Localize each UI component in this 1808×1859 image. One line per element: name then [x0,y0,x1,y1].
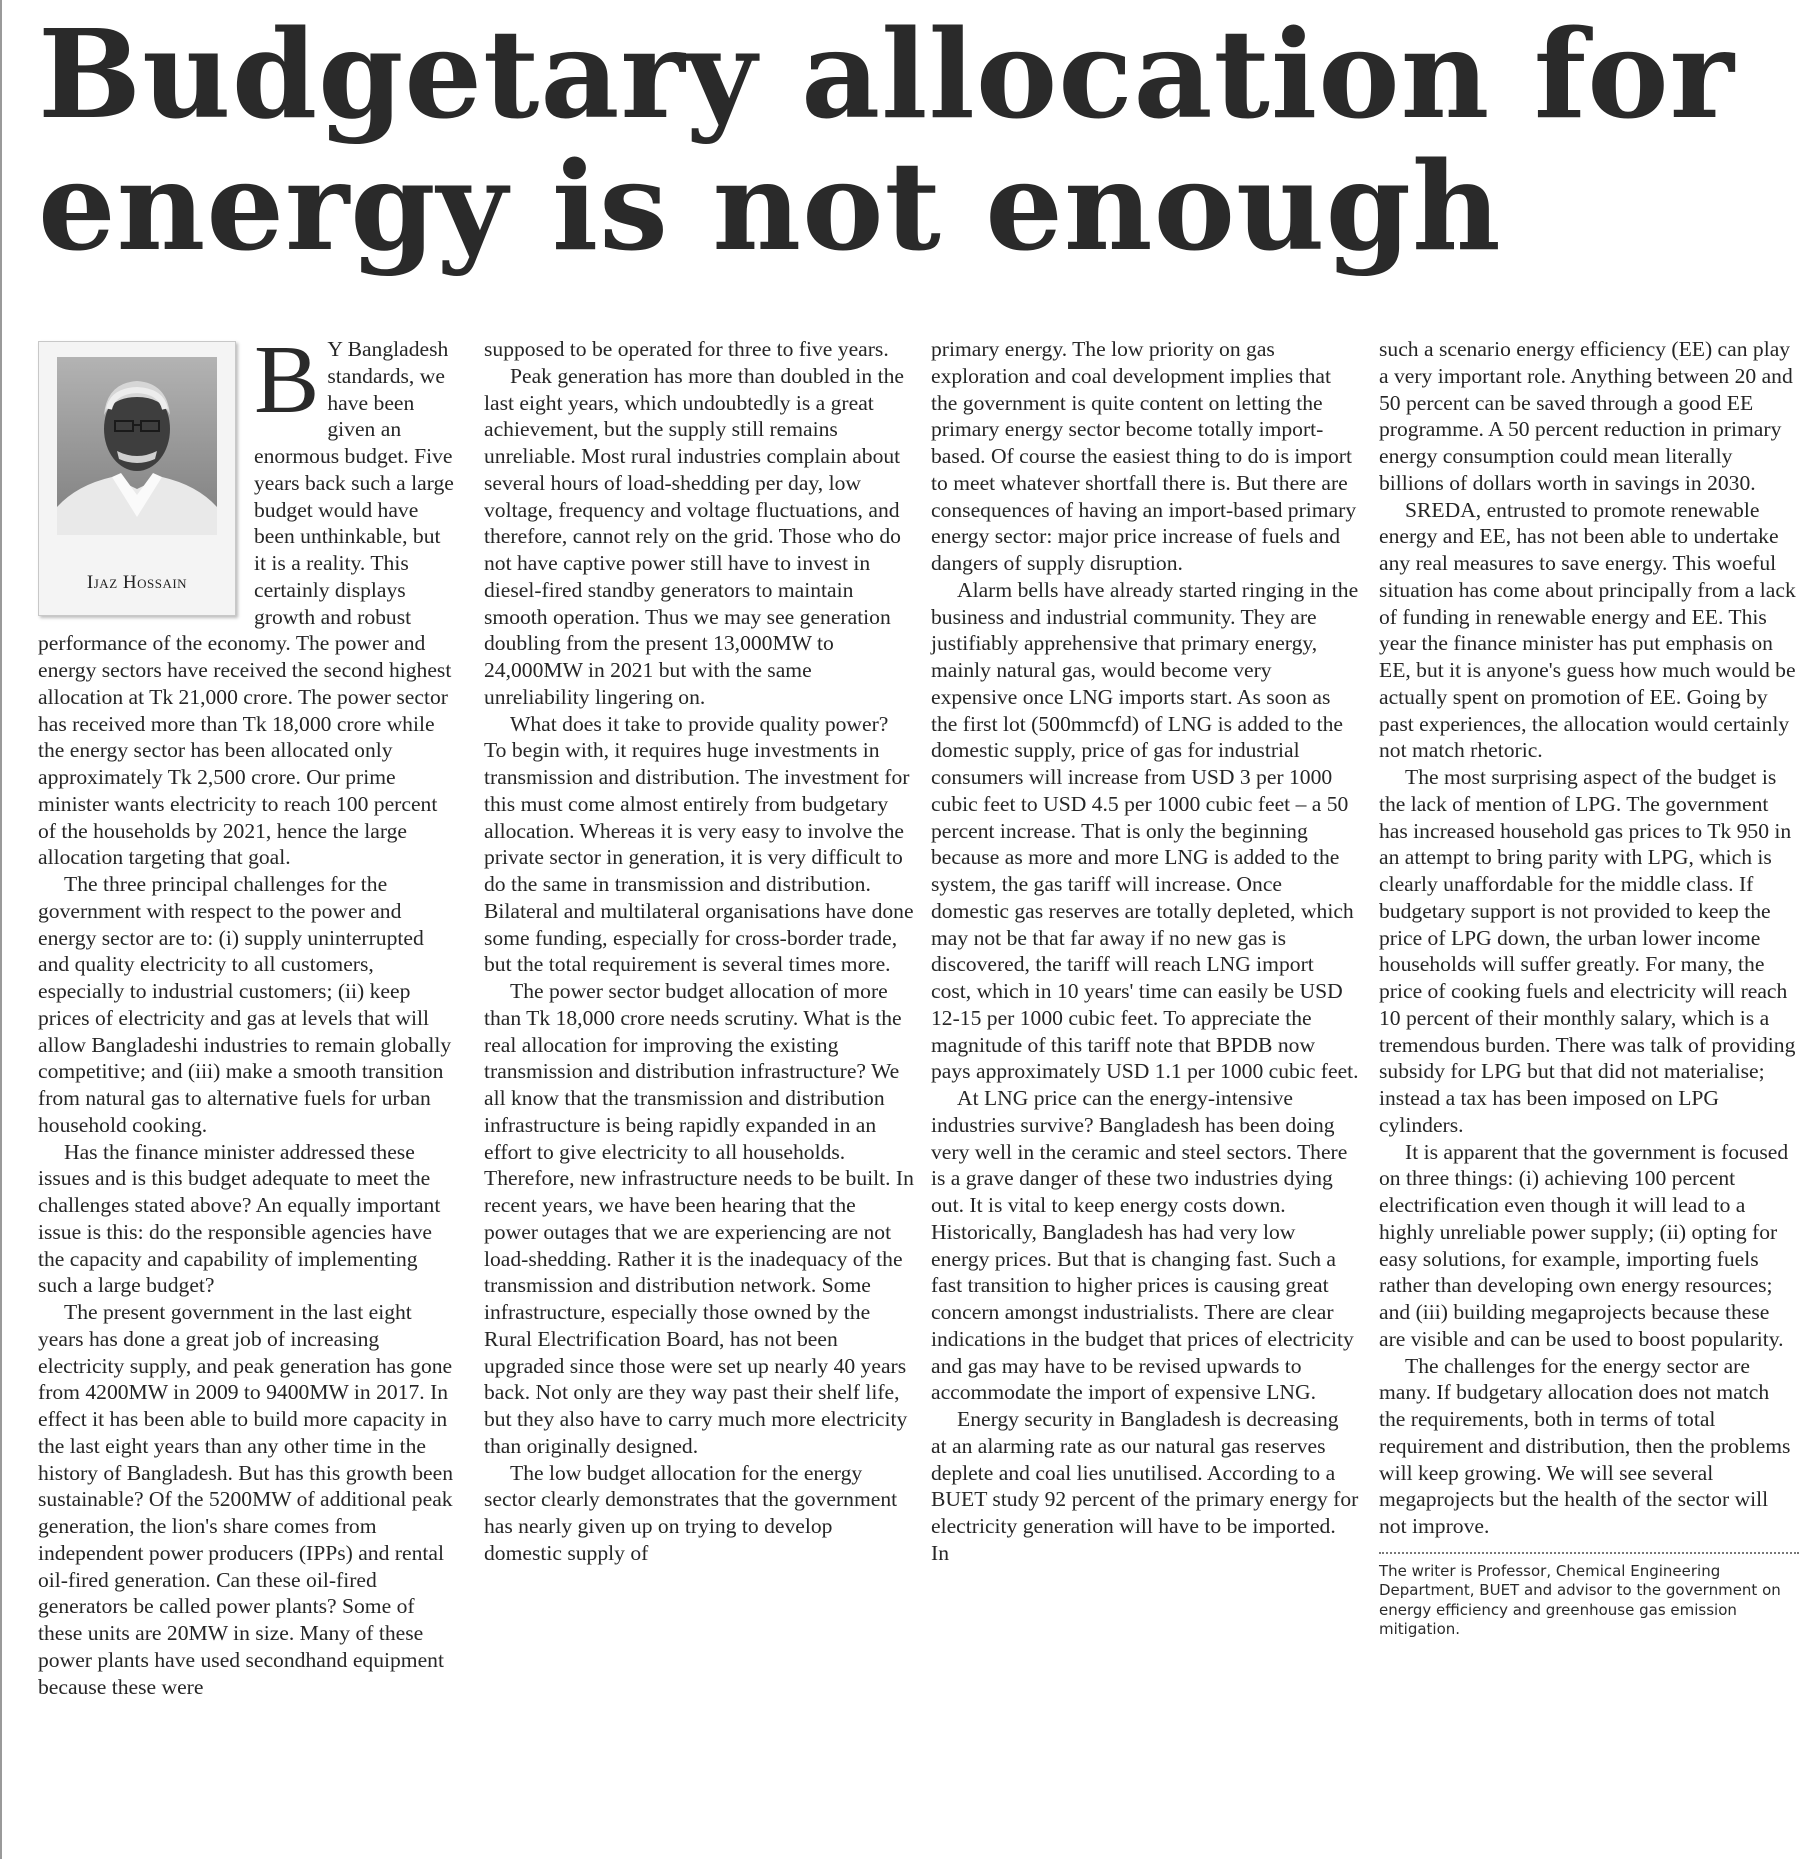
article-column-4 [1379,336,1799,1640]
paragraph: Y Bangladesh standards, we have been given an enormous budget. Five years back such a large budget would have been unthinkable, but it is a reality. This certainly displays growth and robust performance of the economy. The power and energy sectors have received the second highest allocation at Tk 21,000 crore. The power sector has received more than Tk 18,000 crore while the energy sector has been allocated only approximately Tk 2,500 crore. Our prime minister wants electricity to reach 100 percent of the households by 2021, hence the large allocation targeting that goal. [38,337,454,870]
paragraph: What does it take to provide quality power? To begin with, it requires huge investments in transmission and distribution. The investment for this must come almost entirely from budgetary allocation. Whereas it is very easy to involve the private sector in generation, it is very difficult to do the same in transmission and distribution. Bilateral and multilateral organisations have done some funding, especially for cross-border trade, but the total requirement is several times more. [484,711,914,977]
author-credit: The writer is Professor, Chemical Engineering Department, BUET and advisor to the government on energy efficiency and greenhouse gas emission mitigation. [1379,1561,1781,1639]
page-left-rule [0,0,2,1859]
author-portrait-image [57,357,217,535]
drop-cap: B [254,326,320,434]
author-name: Ijaz Hossain [86,572,188,593]
paragraph: Alarm bells have already started ringing in the business and industrial community. They are justifiably apprehensive that primary energy, mainly natural gas, would become very expensive once LNG imports start. As soon as the first lot (500mmcfd) of LNG is added to the domestic supply, price of gas for industrial consumers will increase from USD 3 per 1000 cubic feet to USD 4.5 per 1000 cubic feet – a 50 percent increase. That is only the beginning because as more and more LNG is added to the system, the gas tariff will increase. Once domestic gas reserves are totally depleted, which may not be that far away if no new gas is discovered, the tariff will reach LNG import cost, which in 10 years' time can easily be USD 12-15 per 1000 cubic feet. To appreciate the magnitude of this tariff note that BPDB now pays approximately USD 1.1 per 1000 cubic feet. [931,577,1359,1084]
paragraph: The power sector budget allocation of more than Tk 18,000 crore needs scrutiny. What is the real allocation for improving the existing transmission and distribution infrastructure? We all know that the transmission and distribution infrastructure is being rapidly expanded in an effort to give electricity to all households. Therefore, new infrastructure needs to be built. In recent years, we have been hearing that the power outages that we are experiencing are not load-shedding. Rather it is the inadequacy of the transmission and distribution network. Some infrastructure, especially those owned by the Rural Electrification Board, has not been upgraded since those were set up nearly 40 years back. Not only are they way past their shelf life, but they also have to carry much more electricity than originally designed. [484,979,914,1458]
author-photo-frame [38,341,236,616]
dotted-divider [1379,1552,1799,1554]
paragraph: The challenges for the energy sector are many. If budgetary allocation does not match the requirements, both in terms of total requirement and distribution, then the problems will keep growing. We will see several megaprojects but the health of the sector will not improve. [1379,1353,1791,1538]
paragraph: It is apparent that the government is focused on three things: (i) achieving 100 percent electrification even though it will lead to a highly unreliable power supply; (ii) opting for easy solutions, for example, importing fuels rather than developing own energy resources; and (iii) building megaprojects because these are visible and can be used to boost popularity. [1379,1139,1789,1351]
article-column-2 [484,336,914,1567]
article-column-1 [38,326,456,1700]
article-column-3 [931,336,1359,1567]
paragraph: primary energy. The low priority on gas exploration and coal development implies that the government is quite content on letting the primary energy sector become totally import-based. Of course the easiest thing to do is import to meet whatever shortfall there is. But there are consequences of having an import-based primary energy sector: major price increase of fuels and dangers of supply disruption. [931,337,1357,575]
paragraph: SREDA, entrusted to promote renewable energy and EE, has not been able to undertake any real measures to save energy. This woeful situation has come about principally from a lack of funding in renewable energy and EE. This year the finance minister has put emphasis on EE, but it is anyone's guess how much would be actually spent on promotion of EE. Going by past experiences, the allocation would certainly not match rhetoric. [1379,497,1796,763]
author-photo [57,357,217,535]
paragraph: Energy security in Bangladesh is decreasing at an alarming rate as our natural gas reserves deplete and coal lies unutilised. According to a BUET study 92 percent of the primary energy for electricity generation will have to be imported. In [931,1407,1359,1565]
paragraph: The present government in the last eight years has done a great job of increasing electricity supply, and peak generation has gone from 4200MW in 2009 to 9400MW in 2017. In effect it has been able to build more capacity in the last eight years than any other time in the history of Bangladesh. But has this growth been sustainable? Of the 5200MW of additional peak generation, the lion's share comes from independent power producers (IPPs) and rental oil-fired generation. Can these oil-fired generators be called power plants? Some of these units are 20MW in size. Many of these power plants have used secondhand equipment because these were [38,1300,454,1699]
paragraph: The three principal challenges for the government with respect to the power and energy sector are to: (i) supply uninterrupted and quality electricity to all customers, especially to industrial customers; (ii) keep prices of electricity and gas at levels that will allow Bangladeshi industries to remain globally competitive; and (iii) make a smooth transition from natural gas to alternative fuels for urban household cooking. [38,872,452,1137]
paragraph: Has the finance minister addressed these issues and is this budget adequate to meet the challenges stated above? An equally important issue is this: do the responsible agencies have the capacity and capability of implementing such a large budget? [38,1139,441,1298]
paragraph: Peak generation has more than doubled in the last eight years, which undoubtedly is a great achievement, but the supply still remains unreliable. Most rural industries complain about several hours of load-shedding per day, low voltage, frequency and voltage fluctuations, and therefore, cannot rely on the grid. Those who do not have captive power still have to invest in diesel-fired standby generators to maintain smooth operation. Thus we may see generation doubling from the present 13,000MW to 24,000MW in 2021 but with the same unreliability lingering on. [484,363,904,709]
paragraph: such a scenario energy efficiency (EE) can play a very important role. Anything between 20 and 50 percent can be saved through a good EE programme. A 50 percent reduction in primary energy consumption could mean literally billions of dollars worth in savings in 2030. [1379,337,1793,495]
paragraph: The most surprising aspect of the budget is the lack of mention of LPG. The government has increased household gas prices to Tk 950 in an attempt to bring parity with LPG, which is clearly unaffordable for the middle class. If budgetary support is not provided to keep the price of LPG down, the urban lower income households will suffer greatly. For many, the price of cooking fuels and electricity will reach 10 percent of their monthly salary, which is a tremendous burden. There was talk of providing subsidy for LPG but that did not materialise; instead a tax has been imposed on LPG cylinders. [1379,765,1796,1137]
headline: Budgetary allocation for energy is not enough [38,2,1735,278]
paragraph: supposed to be operated for three to five years. [484,337,889,361]
paragraph: The low budget allocation for the energy sector clearly demonstrates that the government has nearly given up on trying to develop domestic supply of [484,1460,898,1565]
paragraph: At LNG price can the energy-intensive industries survive? Bangladesh has been doing very well in the ceramic and steel sectors. There is a grave danger of these two industries dying out. It is vital to keep energy costs down. Historically, Bangladesh has had very low energy prices. But that is changing fast. Such a fast transition to higher prices is causing great concern amongst industrialists. There are clear indications in the budget that prices of electricity and gas may have to be revised upwards to accommodate the import of expensive LNG. [931,1086,1354,1405]
